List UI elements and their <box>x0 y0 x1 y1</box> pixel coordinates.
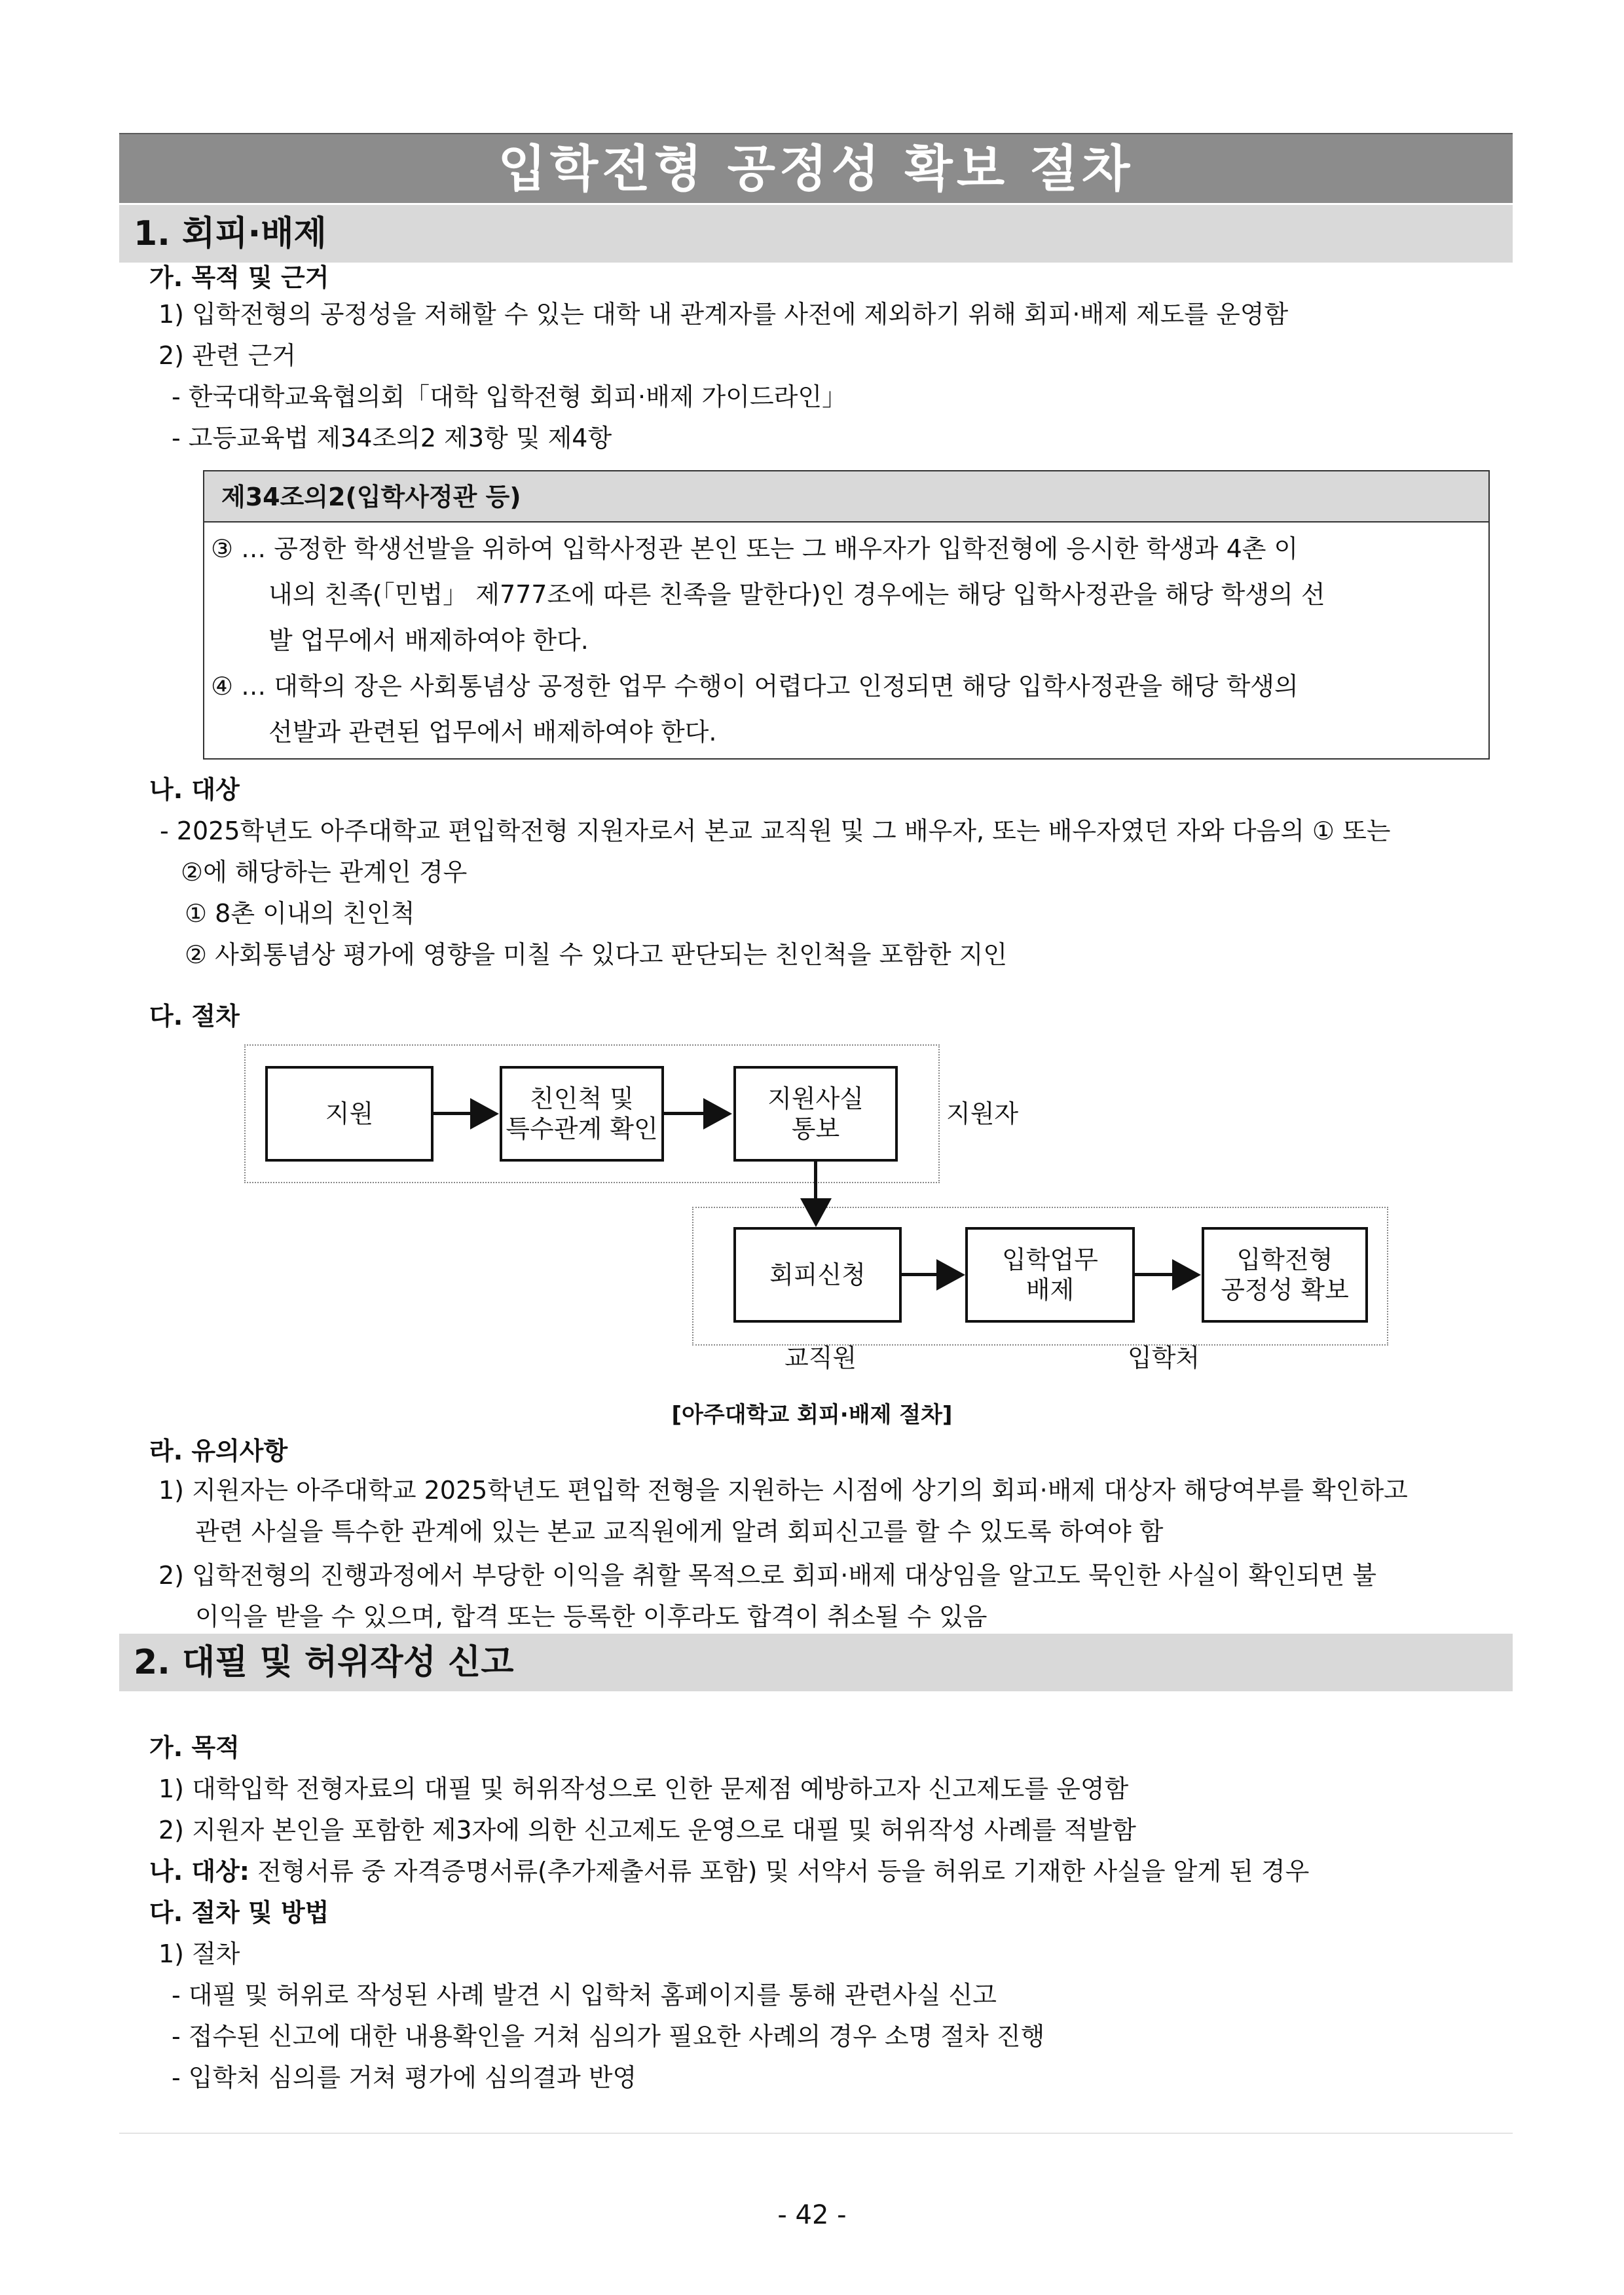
flow-arrow-4 <box>1172 1259 1201 1291</box>
flow-box-relation-check <box>500 1066 664 1162</box>
flow-box-fairness-line2: 공정성 확보 <box>1221 1276 1349 1304</box>
flow-connector-3 <box>902 1273 938 1276</box>
s1b-line-4: ② 사회통념상 평가에 영향을 미칠 수 있다고 판단되는 친인척을 포함한 지인 <box>185 940 1008 969</box>
law-line-1: ③ … 공정한 학생선발을 위하여 입학사정관 본인 또는 그 배우자가 입학전형에 응시한 학생과 4촌 이 <box>211 534 1299 563</box>
s2b-line <box>149 1856 1309 1887</box>
s1b-line-1: - 2025학년도 아주대학교 편입학전형 지원자로서 본교 교직원 및 그 배우자, 또는 배우자였던 자와 다음의 ① 또는 <box>160 817 1391 845</box>
s2c-item: 1) 절차 <box>158 1939 240 1968</box>
law-excerpt-box <box>203 470 1490 760</box>
s1a-heading: 가. 목적 및 근거 <box>149 263 329 292</box>
flow-box-notify <box>733 1066 898 1162</box>
s1d-heading: 라. 유의사항 <box>149 1437 288 1465</box>
footer-rule <box>119 2133 1513 2134</box>
flow-label-office: 입학처 <box>1128 1344 1200 1372</box>
law-line-3: 발 업무에서 배제하여야 한다. <box>268 626 589 655</box>
flow-caption: [아주대학교 회피·배제 절차] <box>671 1402 953 1428</box>
s1c-heading: 다. 절차 <box>149 1002 240 1031</box>
law-line-4: ④ … 대학의 장은 사회통념상 공정한 업무 수행이 어렵다고 인정되면 해당 입학사정관을 해당 학생의 <box>211 672 1299 701</box>
s2c-heading: 다. 절차 및 방법 <box>149 1898 329 1927</box>
flow-box-relation-check-line2: 특수관계 확인 <box>506 1114 658 1143</box>
s1d-line-1: 1) 지원자는 아주대학교 2025학년도 편입학 전형을 지원하는 시점에 상기의 회피·배제 대상자 해당여부를 확인하고 <box>158 1476 1408 1505</box>
section2-heading: 2. 대필 및 허위작성 신고 <box>119 1634 1513 1691</box>
flow-box-fairness-line1: 입학전형 <box>1236 1245 1333 1274</box>
s2b-text: 전형서류 중 자격증명서류(추가제출서류 포함) 및 서약서 등을 허위로 기재한 사실을 알게 된 경우 <box>257 1857 1310 1886</box>
flow-box-relation-check-line1: 친인척 및 <box>530 1084 634 1113</box>
flow-box-apply <box>265 1066 434 1162</box>
s2b-heading: 나. 대상: <box>149 1857 249 1886</box>
flow-connector-down <box>814 1162 817 1201</box>
s2c-sub-1: - 대필 및 허위로 작성된 사례 발견 시 입학처 홈페이지를 통해 관련사실 신고 <box>172 1981 997 2010</box>
s2a-item-1: 1) 대학입학 전형자료의 대필 및 허위작성으로 인한 문제점 예방하고자 신고제도를 운영함 <box>158 1774 1129 1803</box>
law-line-2: 내의 친족(「민법」 제777조에 따른 친족을 말한다)인 경우에는 해당 입학사정관을 해당 학생의 선 <box>268 580 1325 609</box>
flow-group-applicant-label: 지원자 <box>946 1099 1019 1128</box>
flow-connector-2 <box>664 1112 706 1115</box>
s1b-line-2: ②에 해당하는 관계인 경우 <box>181 858 468 887</box>
flow-arrow-1 <box>470 1098 499 1129</box>
flow-box-recusal-request <box>733 1227 902 1323</box>
s1a-sub-2: - 고등교육법 제34조의2 제3항 및 제4항 <box>172 424 612 452</box>
flow-box-exclusion-line1: 입학업무 <box>1002 1245 1098 1274</box>
s1b-line-3: ① 8촌 이내의 친인척 <box>185 899 415 928</box>
s1b-heading: 나. 대상 <box>149 775 240 804</box>
s1d-line-2: 관련 사실을 특수한 관계에 있는 본교 교직원에게 알려 회피신고를 할 수 있도록 하여야 함 <box>195 1517 1164 1546</box>
law-line-5: 선발과 관련된 업무에서 배제하여야 한다. <box>268 718 717 746</box>
s1a-item-1: 1) 입학전형의 공정성을 저해할 수 있는 대학 내 관계자를 사전에 제외하기 위해 회피·배제 제도를 운영함 <box>158 300 1289 329</box>
page-number: - 42 - <box>777 2200 847 2230</box>
flow-arrow-down <box>800 1198 832 1227</box>
flow-arrow-3 <box>936 1259 965 1291</box>
flow-box-apply-label: 지원 <box>325 1099 374 1128</box>
flow-box-recusal-request-label: 회피신청 <box>769 1260 866 1289</box>
page-title: 입학전형 공정성 확보 절차 <box>119 134 1513 203</box>
flow-label-staff: 교직원 <box>784 1344 857 1372</box>
flow-box-notify-line2: 통보 <box>791 1114 840 1143</box>
s2c-sub-3: - 입학처 심의를 거쳐 평가에 심의결과 반영 <box>172 2063 637 2092</box>
flow-box-fairness <box>1202 1227 1368 1323</box>
s1d-line-4: 이익을 받을 수 있으며, 합격 또는 등록한 이후라도 합격이 취소될 수 있음 <box>195 1602 987 1631</box>
flow-connector-1 <box>434 1112 473 1115</box>
flow-arrow-2 <box>703 1098 732 1129</box>
s2a-item-2: 2) 지원자 본인을 포함한 제3자에 의한 신고제도 운영으로 대필 및 허위작성 사례를 적발함 <box>158 1816 1136 1845</box>
flow-connector-4 <box>1135 1273 1174 1276</box>
s1a-item-2: 2) 관련 근거 <box>158 341 296 370</box>
flow-box-exclusion <box>965 1227 1135 1323</box>
s2a-heading: 가. 목적 <box>149 1733 240 1762</box>
flow-box-exclusion-line2: 배제 <box>1025 1276 1075 1304</box>
s1d-line-3: 2) 입학전형의 진행과정에서 부당한 이익을 취할 목적으로 회피·배제 대상임을 알고도 묵인한 사실이 확인되면 불 <box>158 1561 1376 1590</box>
flow-box-notify-line1: 지원사실 <box>767 1084 864 1113</box>
law-excerpt-heading: 제34조의2(입학사정관 등) <box>204 471 1488 523</box>
s1a-sub-1: - 한국대학교육협의회「대학 입학전형 회피·배제 가이드라인」 <box>172 382 847 411</box>
section1-heading: 1. 회피·배제 <box>119 205 1513 263</box>
s2c-sub-2: - 접수된 신고에 대한 내용확인을 거쳐 심의가 필요한 사례의 경우 소명 절차 진행 <box>172 2022 1045 2051</box>
